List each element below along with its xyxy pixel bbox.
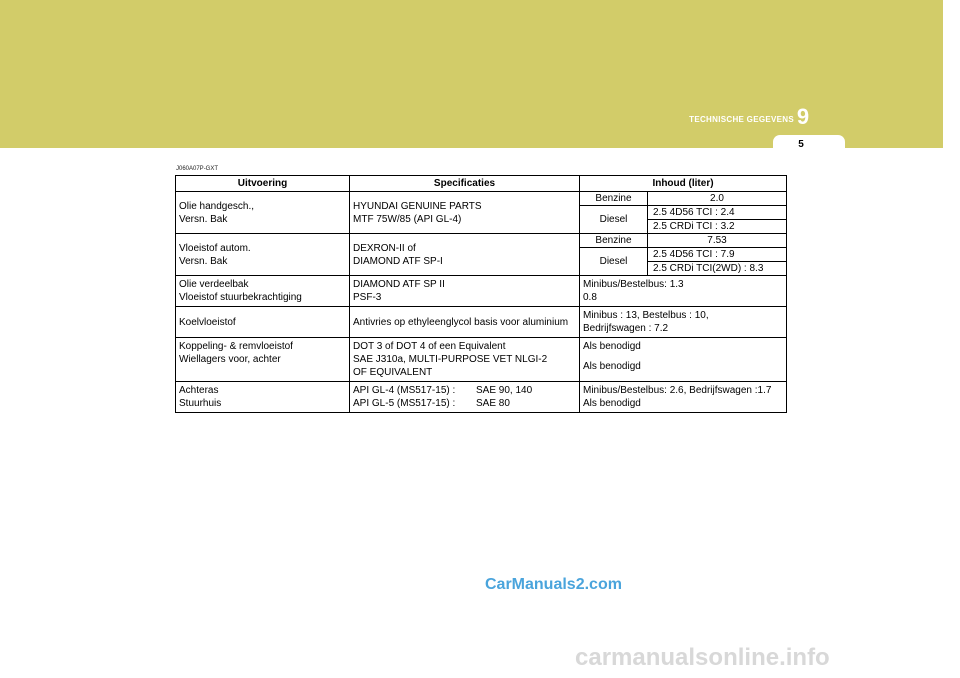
cell-inhoud: Minibus/Bestelbus: 1.3 0.8 <box>583 279 684 303</box>
cell-inhoud <box>580 192 786 233</box>
table-row <box>176 338 786 382</box>
cell-spec: API GL-4 (MS517-15) : SAE 90, 140 API GL-5 (MS517-15) : SAE 80 <box>350 382 580 412</box>
table-row <box>176 276 786 307</box>
table-row <box>176 234 786 276</box>
cell-spec: HYUNDAI GENUINE PARTS MTF 75W/85 (API GL-4) <box>350 192 580 233</box>
table-header <box>176 176 786 192</box>
table-row <box>176 382 786 412</box>
capacity-value: 7.53 <box>707 235 727 246</box>
table-row <box>176 192 786 234</box>
cell-uitvoering: Olie handgesch., Versn. Bak <box>176 192 350 233</box>
capacity-value: 2.5 4D56 TCI : 2.4 <box>648 206 786 220</box>
chapter-number: 9 <box>796 104 810 129</box>
cell-uitvoering: Koelvloeistof <box>176 307 350 337</box>
capacity-value: 2.5 CRDi TCI : 3.2 <box>653 221 735 232</box>
header-specificaties: Specificaties <box>350 176 580 191</box>
fuel-label-diesel: Diesel <box>580 206 648 233</box>
header-inhoud: Inhoud (liter) <box>652 178 714 189</box>
cell-uitvoering: Achteras Stuurhuis <box>176 382 350 412</box>
watermark-link-carmanuals2[interactable]: CarManuals2.com <box>485 576 622 593</box>
specifications-table <box>175 175 787 413</box>
cell-inhoud: Minibus : 13, Bestelbus : 10, Bedrijfswagen : 7.2 <box>583 310 709 334</box>
fuel-label-benzine: Benzine <box>580 234 648 247</box>
cell-uitvoering: Koppeling- & remvloeistof Wiellagers voor, achter <box>176 338 350 381</box>
table-row <box>176 307 786 338</box>
cell-uitvoering: Olie verdeelbak Vloeistof stuurbekrachtiging <box>176 276 350 306</box>
page-number: 5 <box>798 139 804 150</box>
fuel-label-diesel: Diesel <box>580 248 648 275</box>
fuel-label-benzine: Benzine <box>580 192 648 205</box>
reference-code: J060A07P-GXT <box>176 166 219 172</box>
cell-spec: DIAMOND ATF SP II PSF-3 <box>350 276 580 306</box>
cell-spec: DOT 3 of DOT 4 of een Equivalent SAE J310a, MULTI-PURPOSE VET NLGI-2 OF EQUIVALENT <box>350 338 580 381</box>
watermark-carmanualsonline: carmanualsonline.info <box>575 644 830 671</box>
capacity-value: 2.0 <box>710 193 724 204</box>
cell-inhoud: Minibus/Bestelbus: 2.6, Bedrijfswagen :1.7 Als benodigd <box>583 385 772 409</box>
cell-inhoud <box>580 234 786 275</box>
capacity-value: 2.5 4D56 TCI : 7.9 <box>648 248 786 262</box>
header-uitvoering: Uitvoering <box>176 176 350 191</box>
cell-inhoud: Als benodigd Als benodigd <box>583 341 641 372</box>
cell-uitvoering: Vloeistof autom. Versn. Bak <box>176 234 350 275</box>
cell-spec: Antivries op ethyleenglycol basis voor aluminium <box>350 307 580 337</box>
cell-spec: DEXRON-II of DIAMOND ATF SP-I <box>350 234 580 275</box>
section-title: TECHNISCHE GEGEVENS <box>689 115 794 124</box>
capacity-value: 2.5 CRDi TCI(2WD) : 8.3 <box>653 263 764 274</box>
